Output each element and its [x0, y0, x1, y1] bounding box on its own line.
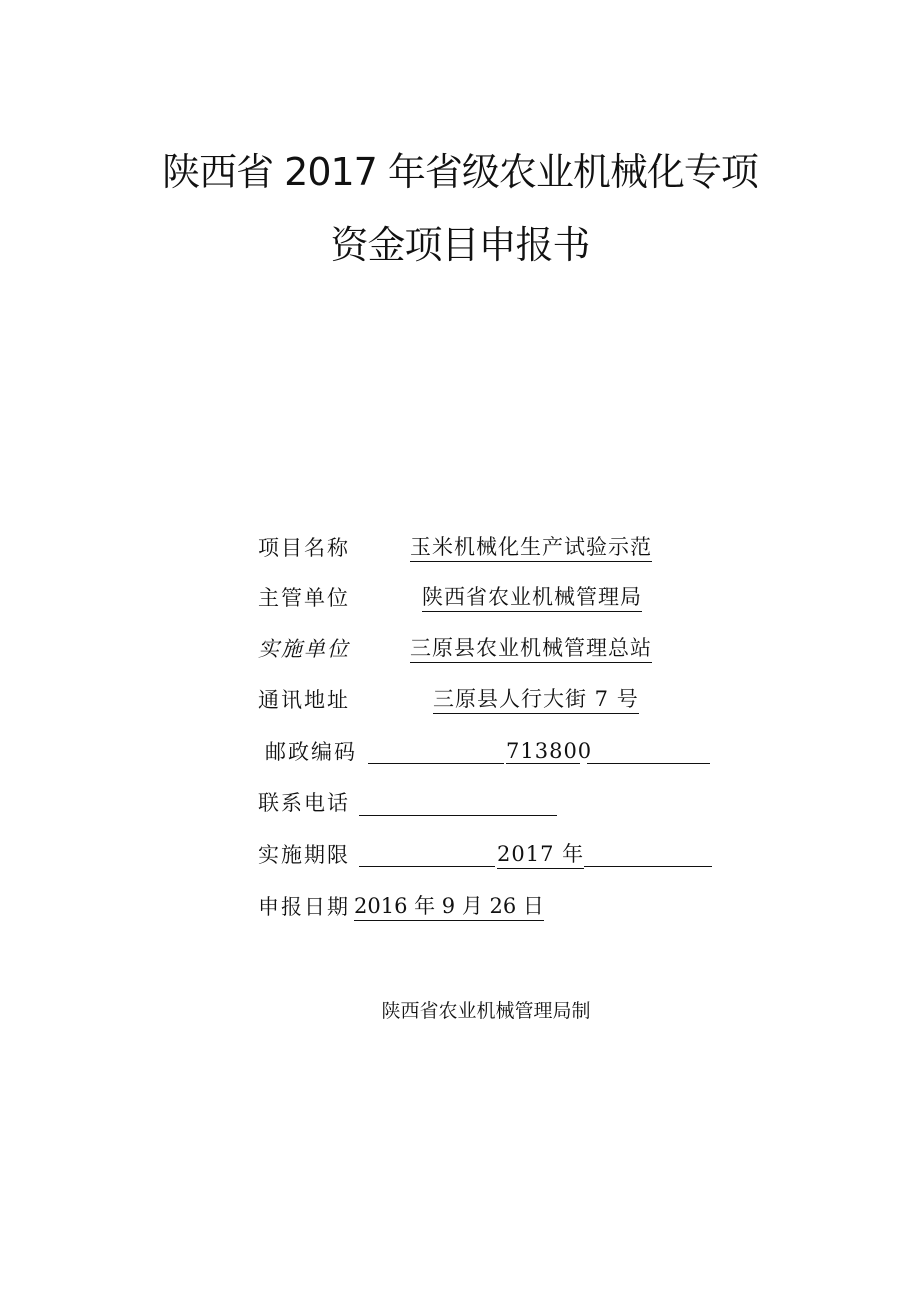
date-label: 申报日期	[258, 895, 350, 919]
implementer-label: 实施单位	[258, 637, 350, 661]
document-title-line-1: 陕西省 2017 年省级农业机械化专项	[162, 150, 758, 194]
period-blank-left	[359, 866, 495, 867]
phone-label: 联系电话	[258, 791, 350, 815]
postcode-value-underline	[506, 763, 580, 764]
phone-value	[359, 788, 557, 816]
period-value: 2017 年	[497, 840, 584, 869]
period-blank-right	[584, 866, 712, 867]
postcode-label: 邮政编码	[265, 740, 357, 764]
postcode-value: 713800	[506, 739, 593, 763]
supervisor-label: 主管单位	[258, 586, 350, 610]
postcode-blank-right	[587, 763, 710, 764]
project-name-label: 项目名称	[258, 536, 350, 560]
address-value: 三原县人行大街 7 号	[433, 685, 639, 714]
document-title-line-2: 资金项目申报书	[330, 223, 590, 267]
date-value: 2016 年 9 月 26 日	[354, 892, 544, 921]
period-label: 实施期限	[258, 843, 350, 867]
address-label: 通讯地址	[258, 688, 350, 712]
implementer-value: 三原县农业机械管理总站	[410, 634, 652, 663]
supervisor-value: 陕西省农业机械管理局	[422, 583, 642, 612]
issuer-footer: 陕西省农业机械管理局制	[381, 1000, 591, 1022]
project-name-value: 玉米机械化生产试验示范	[410, 533, 652, 562]
postcode-blank-left	[368, 763, 504, 764]
